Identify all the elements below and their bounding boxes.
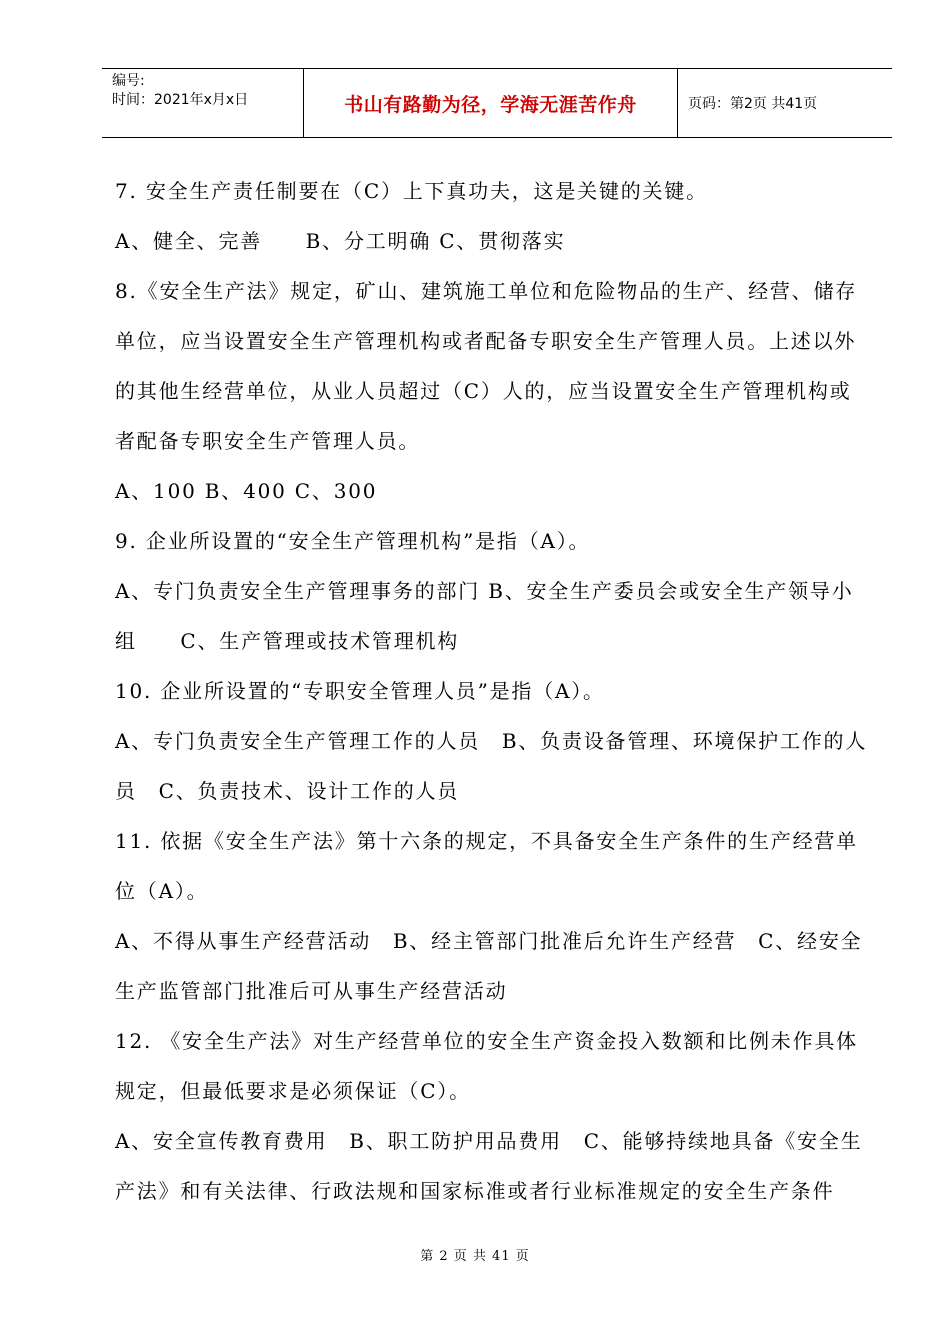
text-line: A、健全、完善 B、分工明确 C、贯彻落实 xyxy=(115,229,566,253)
text-line: 7. 安全生产责任制要在（C）上下真功夫，这是关键的关键。 xyxy=(115,179,708,203)
time-label: 时间：2021年x月x日 xyxy=(112,92,249,108)
text-line: 生产监管部门批准后可从事生产经营活动 xyxy=(115,979,508,1003)
text-line: 12. 《安全生产法》对生产经营单位的安全生产资金投入数额和比例未作具体 xyxy=(115,1029,858,1053)
text-line: 组 C、生产管理或技术管理机构 xyxy=(115,629,460,653)
text-line: 员 C、负责技术、设计工作的人员 xyxy=(115,779,460,803)
header-page-info: 页码：第2页 共41页 xyxy=(688,96,818,112)
text-line: 规定，但最低要求是必须保证（C）。 xyxy=(115,1079,471,1103)
text-line: 的其他生经营单位，从业人员超过（C）人的，应当设置安全生产管理机构或 xyxy=(115,379,852,403)
text-line: A、安全宣传教育费用 B、职工防护用品费用 C、能够持续地具备《安全生 xyxy=(115,1129,863,1153)
page-header xyxy=(102,68,892,138)
text-line: 产法》和有关法律、行政法规和国家标准或者行业标准规定的安全生产条件 xyxy=(115,1179,835,1203)
text-line: 10. 企业所设置的“专职安全管理人员”是指（A）。 xyxy=(115,679,605,703)
text-line: 8.《安全生产法》规定，矿山、建筑施工单位和危险物品的生产、经营、储存 xyxy=(115,279,858,303)
page-footer: 第 2 页 共 41 页 xyxy=(420,1249,530,1264)
document-body xyxy=(115,166,883,1216)
text-line: A、不得从事生产经营活动 B、经主管部门批准后允许生产经营 C、经安全 xyxy=(115,929,863,953)
text-line: A、100 B、400 C、300 xyxy=(115,479,378,503)
number-label: 编号: xyxy=(112,73,145,89)
header-motto: 书山有路勤为径，学海无涯苦作舟 xyxy=(304,69,678,137)
text-line: 位（A）。 xyxy=(115,879,209,903)
text-line: 9. 企业所设置的“安全生产管理机构”是指（A）。 xyxy=(115,529,591,553)
header-meta xyxy=(102,69,304,137)
text-line: A、专门负责安全生产管理事务的部门 B、安全生产委员会或安全生产领导小 xyxy=(115,579,854,603)
text-line: 单位，应当设置安全生产管理机构或者配备专职安全生产管理人员。上述以外 xyxy=(115,329,857,353)
text-line: 11. 依据《安全生产法》第十六条的规定，不具备安全生产条件的生产经营单 xyxy=(115,829,858,853)
text-line: 者配备专职安全生产管理人员。 xyxy=(115,429,421,453)
text-line: A、专门负责安全生产管理工作的人员 B、负责设备管理、环境保护工作的人 xyxy=(115,729,868,753)
